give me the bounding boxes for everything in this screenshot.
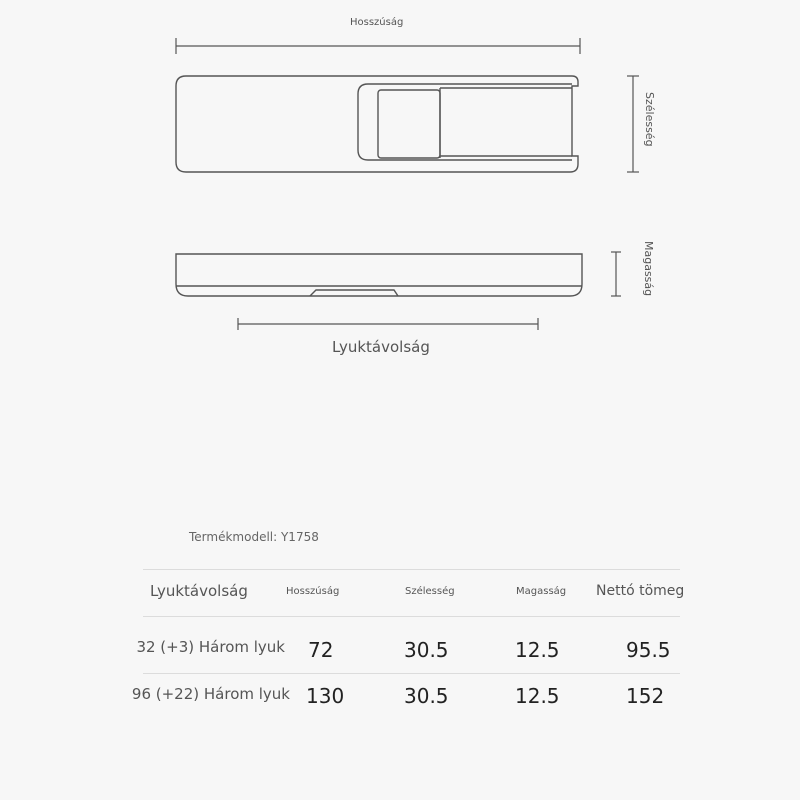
row-2-weight: 152 — [626, 684, 665, 708]
side-view-outline — [176, 254, 582, 296]
row-1-label: 32 (+3) Három lyuk — [136, 638, 285, 656]
height-dimension-line — [611, 252, 621, 296]
table-top-divider — [143, 569, 680, 570]
top-view-outline — [176, 76, 578, 172]
hole-distance-dimension-line — [238, 318, 538, 330]
header-width: Szélesség — [405, 586, 455, 597]
row-divider — [143, 673, 680, 674]
height-label: Magasság — [642, 241, 655, 297]
row-1-height: 12.5 — [515, 638, 560, 662]
header-height: Magasság — [516, 586, 567, 597]
length-dimension-line — [176, 38, 580, 54]
header-hole-distance: Lyuktávolság — [150, 582, 248, 600]
row-2-width: 30.5 — [404, 684, 449, 708]
row-1-length: 72 — [308, 638, 334, 662]
hole-distance-label: Lyuktávolság — [332, 338, 430, 356]
product-model: Termékmodell: Y1758 — [189, 530, 319, 544]
row-1-weight: 95.5 — [626, 638, 671, 662]
row-2-label: 96 (+22) Három lyuk — [131, 685, 290, 703]
width-dimension-line — [627, 76, 639, 172]
header-divider — [143, 616, 680, 617]
header-length: Hosszúság — [286, 586, 340, 597]
row-1-width: 30.5 — [404, 638, 449, 662]
header-net-weight: Nettó tömeg — [596, 583, 685, 599]
width-label: Szélesség — [643, 92, 656, 147]
row-2-length: 130 — [306, 684, 345, 708]
row-2-height: 12.5 — [515, 684, 560, 708]
length-label: Hosszúság — [350, 17, 404, 28]
